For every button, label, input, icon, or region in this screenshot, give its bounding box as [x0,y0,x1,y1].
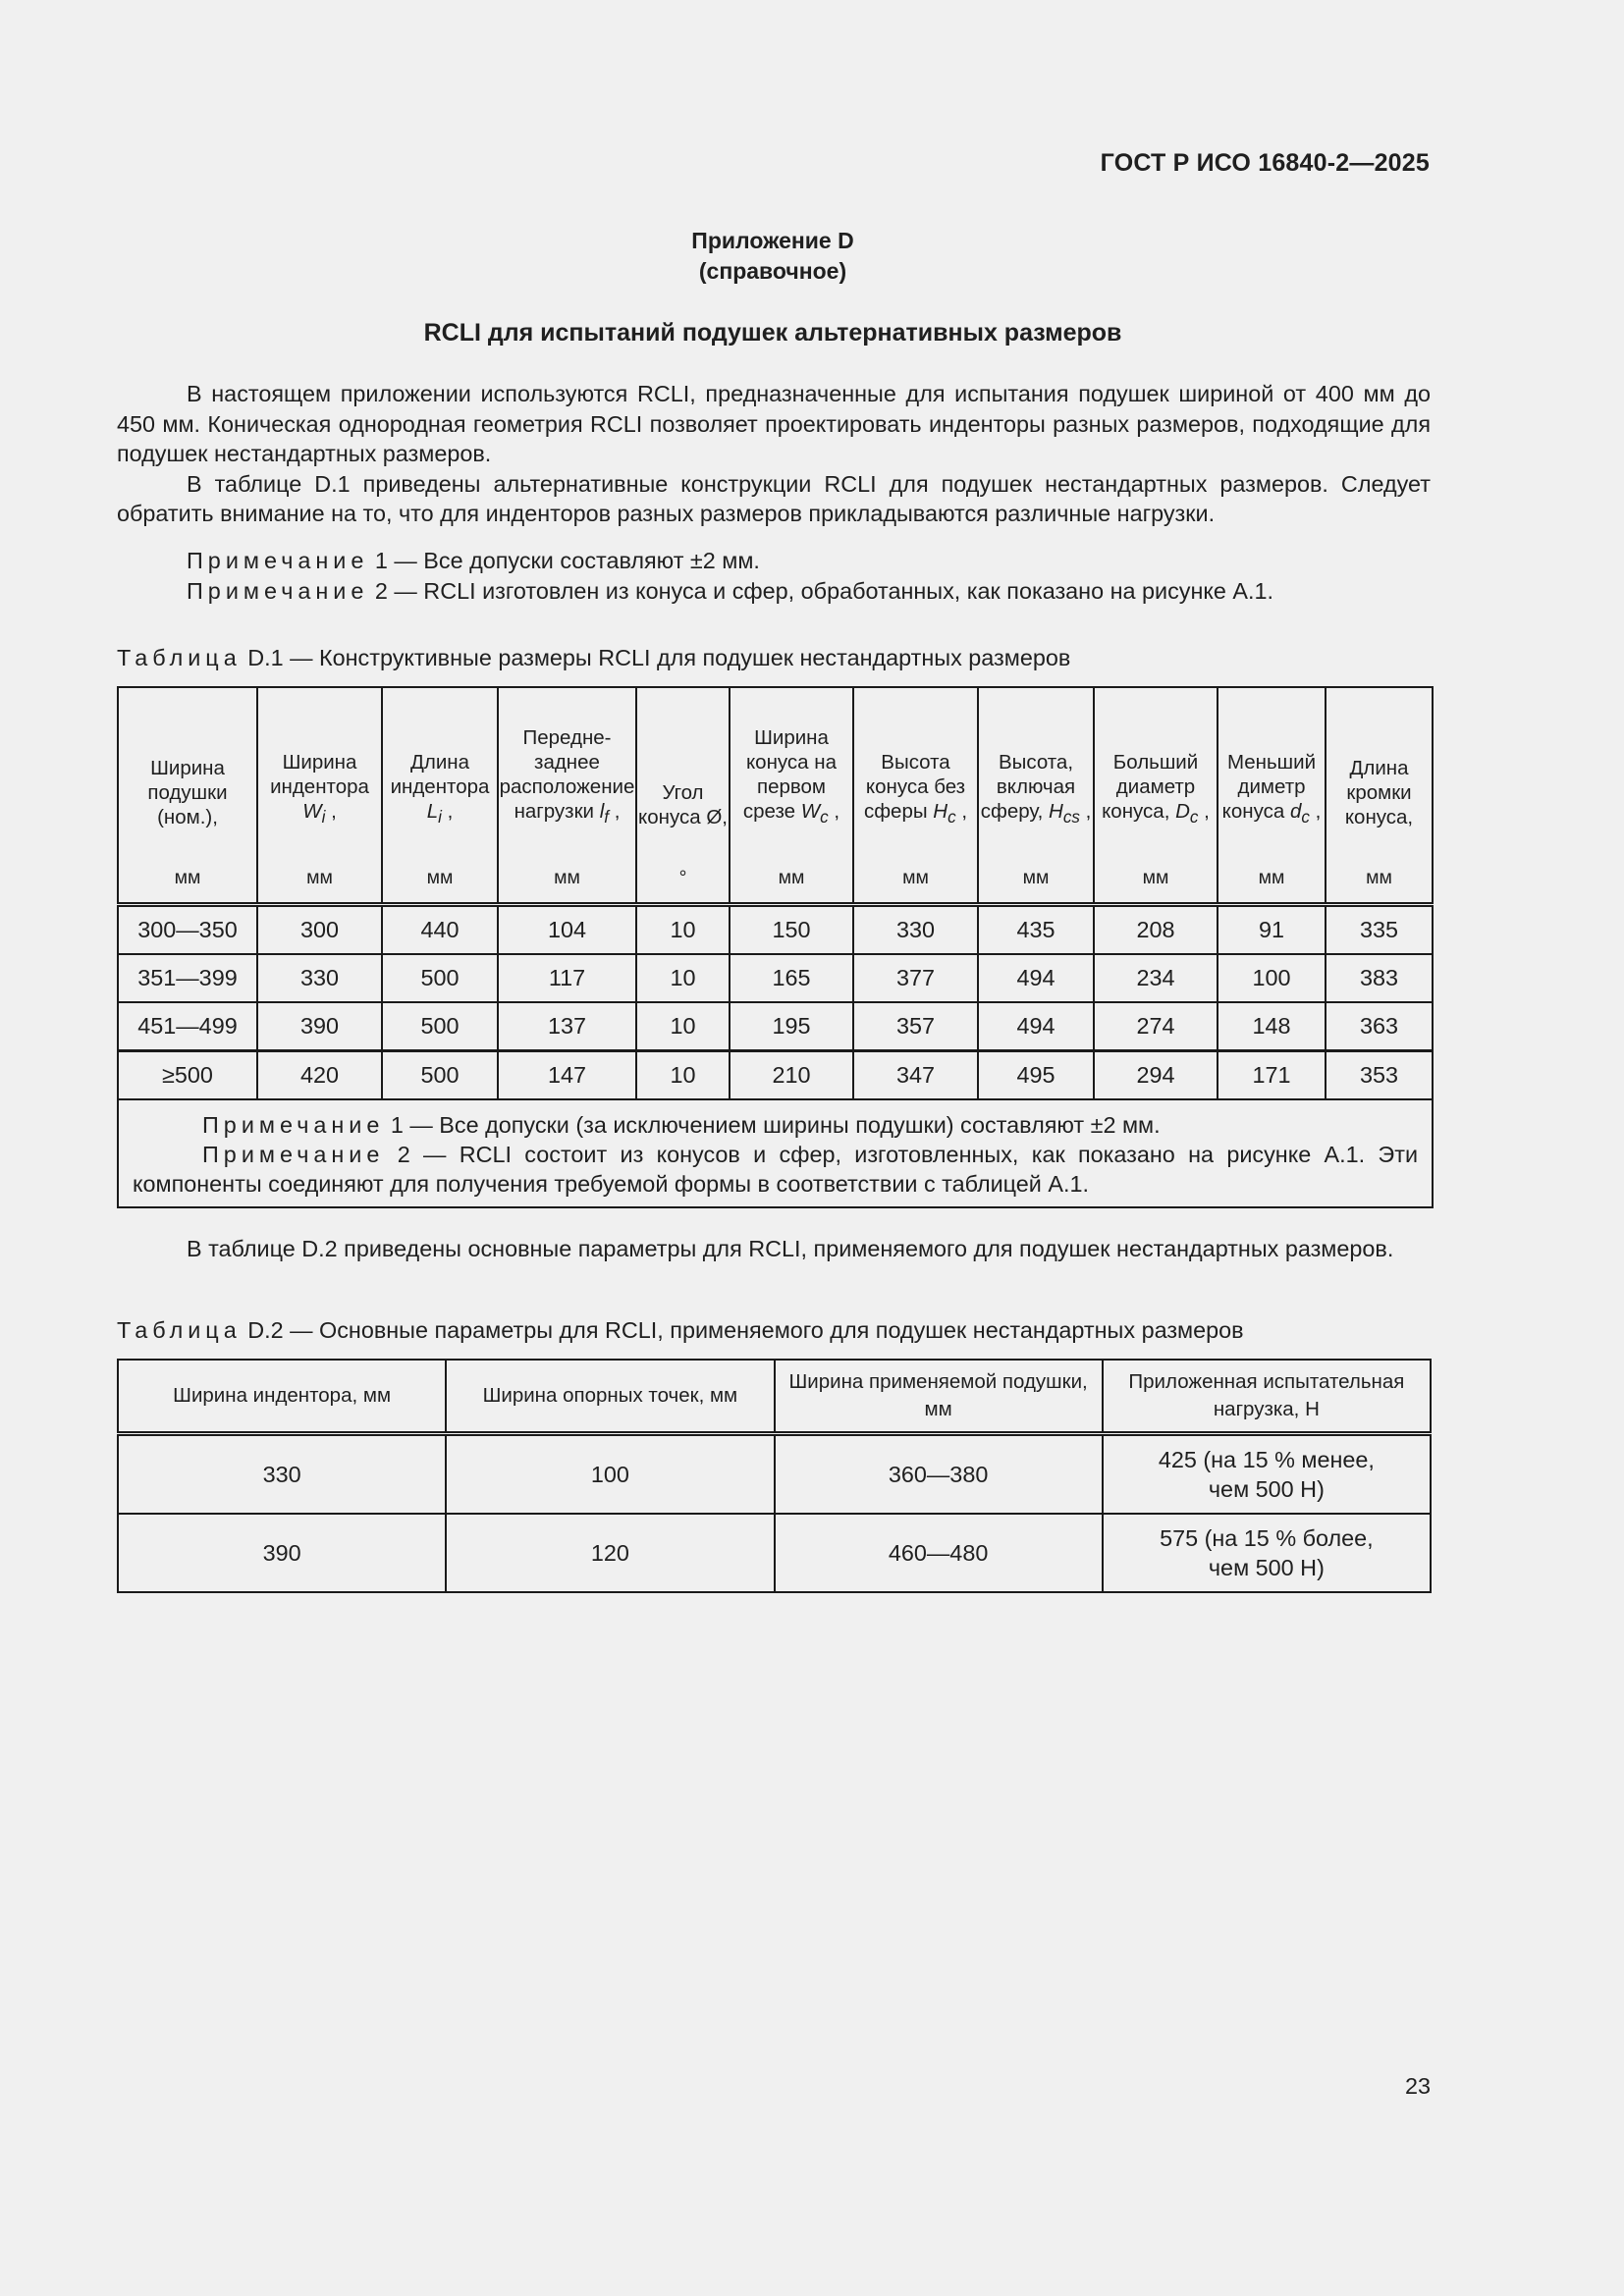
table-cell: 171 [1218,1051,1326,1100]
table-cell: 390 [118,1514,446,1592]
header-subscript: c [820,808,829,827]
header-unit: мм [554,867,580,888]
table-cell: 494 [978,954,1094,1002]
table-cell: 440 [382,905,498,955]
header-symbol: l [599,799,605,823]
note-label: Примечание [187,548,369,573]
header-symbol: H [933,799,948,823]
header-label [1218,750,1325,829]
note-number: 2 [397,1142,410,1167]
header-label-text: Высота конуса без сферы $H_c$ , [863,750,968,827]
table-cell: 208 [1094,905,1218,955]
table-cell: 100 [446,1434,774,1515]
header-label [1326,756,1432,829]
table-cell: 330 [853,905,978,955]
appendix-title: Приложение D [691,228,854,253]
table-cell: 120 [446,1514,774,1592]
header-label [637,780,729,829]
table-cell: 10 [636,954,730,1002]
table1-header-cell [1218,687,1326,905]
table-cell: 148 [1218,1002,1326,1051]
header-label-text: Высота, включая сферу, $H_{cs}$ , [980,750,1092,827]
table2-caption-text: D.2 — Основные параметры для RCLI, применяемого для подушек нестандартных размеров [247,1317,1244,1343]
header-label-text: Передне-заднее расположение нагрузки $l_f$ , [499,725,635,827]
table-cell: 494 [978,1002,1094,1051]
table1-header-cell [118,687,257,905]
header-text: Ширина конуса на первом срезе [742,725,837,823]
table-cell: 300—350 [118,905,257,955]
header-label-text: Ширина индентора $W_i$ , [270,750,369,827]
header-label-text [1326,756,1432,829]
table-cell: 10 [636,905,730,955]
section-title: RCLI для испытаний подушек альтернативных размеров [423,319,1122,347]
header-symbol: D [1175,799,1190,823]
table1-header-cell [853,687,978,905]
table-cell: 150 [730,905,853,955]
table-cell: 274 [1094,1002,1218,1051]
intro-notes [187,546,1434,607]
table1-caption-text: D.1 — Конструктивные размеры RCLI для подушек нестандартных размеров [247,645,1071,670]
intro-text [117,379,1431,529]
table-cell: 330 [118,1434,446,1515]
table-cell: 495 [978,1051,1094,1100]
note-label: Примечание [202,1142,385,1167]
table-cell: 91 [1218,905,1326,955]
table1-note-2 [133,1140,1418,1199]
table-row [118,1051,1433,1100]
note-number: 1 [390,1112,404,1138]
table-cell: 377 [853,954,978,1002]
table1-header-cell [636,687,730,905]
mid-paragraph: В таблице D.2 приведены основные параметры для RCLI, применяемого для подушек нестандартных размеров. [187,1236,1394,1261]
header-label [979,750,1093,829]
header-subscript: cs [1062,808,1080,827]
note-text: — RCLI изготовлен из конуса и сфер, обработанных, как показано на рисунке А.1. [394,578,1274,604]
note-label: Примечание [187,578,369,604]
table2-header-cell: Приложенная испытательная нагрузка, Н [1103,1360,1431,1434]
header-label-text: Ширина конуса на первом срезе $W_c$ , [742,725,840,827]
header-subscript: i [321,808,326,827]
table-cell: 10 [636,1051,730,1100]
header-text: Угол конуса Ø, [638,781,728,828]
standard-designation: ГОСТ Р ИСО 16840-2—2025 [1100,149,1430,177]
table-cell: 165 [730,954,853,1002]
table-cell: 353 [1326,1051,1433,1100]
intro-paragraph-1: В настоящем приложении используются RCLI, предназначенные для испытания подушек шириной от 400 мм до 450 мм. Коническая однородная геометрия RCLI позволяет проектировать инденторы разных размеров, подходящие для подушек нестандартных размеров. [117,381,1431,466]
header-text: Больший диаметр конуса, [1102,750,1199,823]
header-label [731,725,852,829]
header-text: Длина индентора [390,750,490,798]
header-unit: мм [902,867,929,888]
header-subscript: c [947,808,956,827]
header-text: Ширина подушки (ном.), [147,757,228,828]
table-cell: 100 [1218,954,1326,1002]
table2-header-cell: Ширина индентора, мм [118,1360,446,1434]
table-cell: 351—399 [118,954,257,1002]
table-cell: 363 [1326,1002,1433,1051]
table1-header-cell [382,687,498,905]
header-symbol: W [800,799,821,823]
table1-note-row [118,1099,1433,1207]
header-unit: ° [678,867,687,888]
appendix-heading [0,226,1545,287]
table2-caption [117,1317,1244,1344]
table-d2 [117,1359,1432,1593]
header-text: Ширина индентора [270,750,369,798]
table-cell: 435 [978,905,1094,955]
intro-note-2 [187,576,1434,607]
table-row [118,905,1433,955]
intro-note-1 [187,546,1434,576]
intro-paragraph-2: В таблице D.1 приведены альтернативные конструкции RCLI для подушек нестандартных размеров. Следует обратить внимание на то, что для инденторов разных размеров прикладываются различные нагрузки. [117,470,1431,526]
table-cell: 575 (на 15 % более, чем 500 Н) [1103,1514,1431,1592]
table-cell: 294 [1094,1051,1218,1100]
table-cell: 383 [1326,954,1433,1002]
note-number: 1 [374,548,388,573]
header-subscript: c [1301,808,1310,827]
header-label [1095,750,1217,829]
table-cell: 500 [382,1002,498,1051]
table-cell: 10 [636,1002,730,1051]
table-cell: 451—499 [118,1002,257,1051]
table1-note-1 [133,1110,1418,1140]
header-unit: мм [174,867,201,888]
table-row [118,1514,1431,1592]
table-cell: ≥500 [118,1051,257,1100]
table-cell: 390 [257,1002,382,1051]
table-cell: 147 [498,1051,636,1100]
table2-header-cell: Ширина применяемой подушки, мм [775,1360,1103,1434]
header-symbol: L [426,799,439,823]
table-cell: 425 (на 15 % менее, чем 500 Н) [1103,1434,1431,1515]
header-text: Передне-заднее расположение нагрузки [499,725,635,823]
header-unit: мм [426,867,454,888]
table-d1 [117,686,1434,1208]
table-cell: 347 [853,1051,978,1100]
table-cell: 335 [1326,905,1433,955]
header-label-text [119,756,256,829]
header-label-text: Больший диаметр конуса, $D_c$ , [1102,750,1210,827]
table-cell: 330 [257,954,382,1002]
header-text: Высота, включая сферу, [980,750,1076,823]
page-number: 23 [1404,2073,1431,2099]
note-text: — Все допуски составляют ±2 мм. [394,548,760,573]
table-row [118,1434,1431,1515]
table-cell: 360—380 [775,1434,1103,1515]
appendix-subtitle: (справочное) [698,258,847,284]
header-label [854,750,977,829]
table1-notes [118,1099,1433,1207]
table-cell: 234 [1094,954,1218,1002]
table2-header-row [118,1360,1431,1434]
header-label [119,756,256,829]
header-unit: мм [1366,867,1392,888]
table-cell: 137 [498,1002,636,1051]
table-cell: 420 [257,1051,382,1100]
table-cell: 210 [730,1051,853,1100]
header-label-text: Длина индентора $L_i$ , [390,750,490,827]
table-cell: 500 [382,954,498,1002]
header-unit: мм [306,867,333,888]
table-cell: 300 [257,905,382,955]
table1-header-row [118,687,1433,905]
header-label [499,725,635,829]
table-cell: 460—480 [775,1514,1103,1592]
table2-body [118,1434,1431,1593]
table1-body [118,905,1433,1100]
header-label [383,750,497,829]
table-row [118,1002,1433,1051]
header-text: Длина кромки конуса, [1344,757,1414,828]
header-text: Меньший диметр конуса [1221,750,1317,823]
header-subscript: i [438,808,442,827]
note-label: Примечание [202,1112,385,1138]
header-subscript: c [1189,808,1199,827]
header-symbol: W [302,799,322,823]
table1-caption-label: Таблица [117,645,242,670]
header-unit: мм [1142,867,1169,888]
table-cell: 357 [853,1002,978,1051]
header-label-text [637,780,729,829]
header-symbol: H [1049,799,1063,823]
table1-caption [117,645,1070,671]
mid-text [117,1234,1431,1264]
table2-caption-label: Таблица [117,1317,242,1343]
table-cell: 117 [498,954,636,1002]
note-number: 2 [374,578,388,604]
header-unit: мм [778,867,805,888]
header-symbol: d [1289,799,1302,823]
note-text: — Все допуски (за исключением ширины подушки) составляют ±2 мм. [409,1112,1161,1138]
table-cell: 104 [498,905,636,955]
table-cell: 500 [382,1051,498,1100]
table1-header-cell [1326,687,1433,905]
note-text: — RCLI состоит из конусов и сфер, изготовленных, как показано на рисунке А.1. Эти компоненты соединяют для получения требуемой формы в соответствии с таблицей А.1. [133,1142,1419,1197]
header-unit: мм [1258,867,1285,888]
table1-header-cell [978,687,1094,905]
header-text: Высота конуса без сферы [863,750,966,823]
table-cell: 195 [730,1002,853,1051]
table1-header-cell [730,687,853,905]
header-unit: мм [1022,867,1050,888]
table1-header-cell [257,687,382,905]
table1-header-cell [1094,687,1218,905]
header-label [258,750,381,829]
table2-header-cell: Ширина опорных точек, мм [446,1360,774,1434]
header-label-text: Меньший диметр конуса $d_c$ , [1221,750,1322,827]
table-row [118,954,1433,1002]
table1-header-cell [498,687,636,905]
header-subscript: f [604,808,610,827]
